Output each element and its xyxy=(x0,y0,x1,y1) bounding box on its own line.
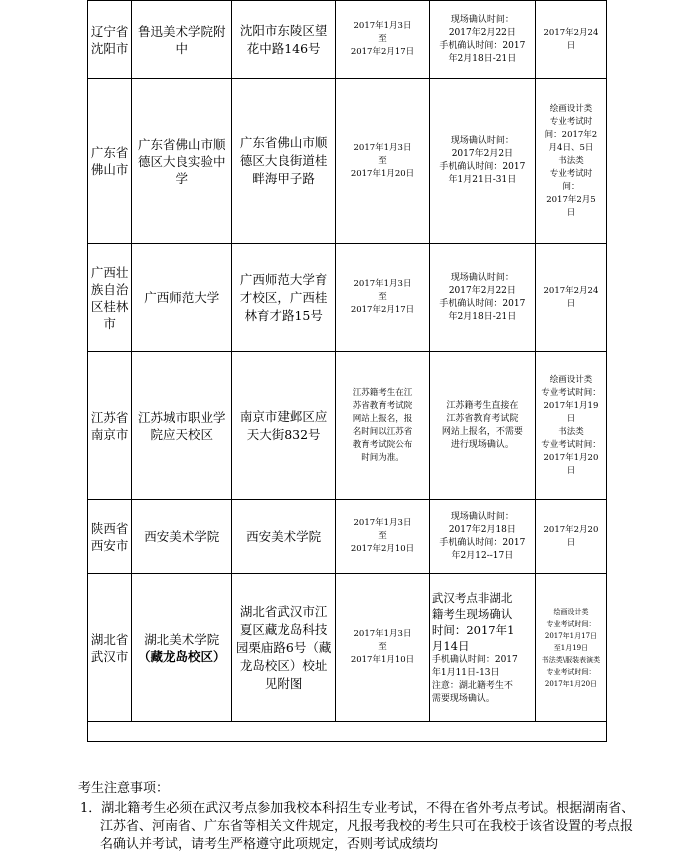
exam-time-line: 日 xyxy=(566,298,576,309)
confirmation-line: 2017年2月2日 xyxy=(451,149,514,159)
address-cell xyxy=(232,574,336,722)
registration-line: 2017年1月10日 xyxy=(350,655,415,665)
registration-line: 2017年1月20日 xyxy=(350,168,415,179)
empty-cell xyxy=(88,722,607,742)
confirmation-line: 需要现场确认。 xyxy=(431,693,495,704)
registration-line: 名时间以江苏省 xyxy=(352,426,413,437)
registration-line: 教育考试院公布 xyxy=(352,439,413,450)
note-item-1: 1．湖北籍考生必须在武汉考点参加我校本科招生专业考试，不得在省外考点考试。根据湖南省、江苏省、河南省、广东省等相关文件规定，凡报考我校的考生只可在我校于该省设置的考点报名确认并考试，请考生严格遵守此项规定，否则考试成绩均 xyxy=(80,801,635,852)
school-cell xyxy=(132,79,232,244)
region-cell xyxy=(88,1,132,79)
confirmation-line: 现场确认时间： xyxy=(450,136,514,146)
region-text: 广西壮族自治区桂林市 xyxy=(90,264,129,331)
confirmation-line: 手机确认时间：2017 xyxy=(439,537,526,548)
exam-time-cell xyxy=(535,574,606,722)
exam-time-line: 日 xyxy=(566,537,576,548)
exam-time-line: 书法类 xyxy=(558,426,584,437)
school-name: 西安美术学院 xyxy=(144,529,220,544)
exam-time-cell xyxy=(535,79,606,244)
registration-line: 至 xyxy=(378,531,387,541)
exam-time-line: 日 xyxy=(566,465,576,476)
registration-line: 网站上报名，报 xyxy=(352,413,413,424)
address-cell xyxy=(232,352,336,500)
confirmation-line: 手机确认时间：2017 xyxy=(439,162,526,172)
exam-time-line: 专业考试时间： xyxy=(546,667,596,676)
exam-time-line: 日 xyxy=(566,207,576,218)
table-row xyxy=(88,574,607,722)
exam-time-cell xyxy=(535,1,606,79)
exam-time-line: 绘画设计类 xyxy=(553,607,589,616)
registration-cell xyxy=(336,500,430,574)
region-text: 陕西省西安市 xyxy=(90,520,129,553)
exam-site-table xyxy=(87,0,607,742)
exam-time-line: 2017年1月20日 xyxy=(544,679,598,688)
exam-time-line: 专业考试时 xyxy=(549,168,593,179)
exam-time-line: 日 xyxy=(566,413,576,424)
address-text: 湖北省武汉市江夏区藏龙岛科技园栗庙路6号（藏龙岛校区）校址见附图 xyxy=(235,603,332,691)
registration-line: 时间为准。 xyxy=(361,452,404,463)
registration-line: 2017年2月17日 xyxy=(350,305,415,315)
confirmation-line: 2017年2月18日 xyxy=(448,524,516,535)
registration-line: 2017年2月17日 xyxy=(350,47,415,57)
address-text: 广东省佛山市顺德区大良街道桂畔海甲子路 xyxy=(239,135,328,186)
registration-line: 江苏籍考生在江 xyxy=(352,387,413,398)
exam-time-line: 2017年1月17日 xyxy=(544,631,598,640)
school-campus-note: （藏龙岛校区） xyxy=(137,648,226,664)
registration-line: 2017年1月3日 xyxy=(353,142,412,153)
confirmation-cell xyxy=(429,1,535,79)
confirmation-cell xyxy=(429,244,535,352)
confirmation-line-large: 籍考生现场确认 xyxy=(431,606,513,621)
confirmation-line: 进行现场确认。 xyxy=(450,439,514,450)
confirmation-line: 年1月21日-31日 xyxy=(448,175,517,185)
table-row xyxy=(88,1,607,79)
school-cell xyxy=(132,500,232,574)
region-cell xyxy=(88,352,132,500)
school-name: 鲁迅美术学院附中 xyxy=(137,23,226,56)
region-text: 辽宁省沈阳市 xyxy=(90,23,129,56)
confirmation-line: 年1月11日-13日 xyxy=(431,667,500,678)
address-cell xyxy=(232,1,336,79)
school-name: 湖北美术学院 xyxy=(144,631,220,647)
registration-line: 2017年1月3日 xyxy=(353,518,412,528)
address-text: 广西师范大学育才校区，广西桂林育才路15号 xyxy=(239,271,328,323)
exam-time-line: 月4日、5日 xyxy=(548,142,594,153)
confirmation-cell xyxy=(429,574,535,722)
exam-time-line: 2017年2月5 xyxy=(546,194,596,205)
confirmation-cell xyxy=(429,352,535,500)
school-name: 江苏城市职业学院应天校区 xyxy=(137,409,226,442)
confirmation-line: 2017年2月22日 xyxy=(448,27,516,38)
exam-time-line: 间： xyxy=(562,181,580,192)
table-row xyxy=(88,500,607,574)
confirmation-line-large: 时间：2017年1 xyxy=(431,622,515,637)
school-cell xyxy=(132,244,232,352)
region-cell xyxy=(88,79,132,244)
region-text: 湖北省武汉市 xyxy=(90,631,129,664)
exam-time-line: 专业考试时间： xyxy=(541,387,601,398)
registration-line: 苏省教育考试院 xyxy=(352,400,413,411)
registration-line: 2017年2月10日 xyxy=(350,544,415,554)
region-cell xyxy=(88,574,132,722)
table-body xyxy=(88,1,607,742)
registration-cell xyxy=(336,1,430,79)
address-text: 南京市建邺区应天大街832号 xyxy=(239,408,328,442)
exam-time-line: 间：2017年2 xyxy=(544,129,598,140)
confirmation-line: 年2月12--17日 xyxy=(451,550,514,561)
school-cell xyxy=(132,1,232,79)
region-cell xyxy=(88,500,132,574)
registration-cell xyxy=(336,244,430,352)
confirmation-line: 现场确认时间： xyxy=(450,511,514,522)
table-row xyxy=(88,79,607,244)
registration-line: 至 xyxy=(378,642,387,652)
address-cell xyxy=(232,244,336,352)
exam-time-cell xyxy=(535,244,606,352)
confirmation-line: 2017年2月22日 xyxy=(448,285,516,296)
exam-time-line: 2017年2月24 xyxy=(543,285,599,296)
exam-time-line: 2017年2月20 xyxy=(543,524,599,535)
exam-time-line: 日 xyxy=(566,40,576,51)
confirmation-line: 年2月18日-21日 xyxy=(448,311,517,322)
table-row xyxy=(88,352,607,500)
registration-line: 至 xyxy=(378,34,387,44)
table-row-empty xyxy=(88,722,607,742)
school-cell xyxy=(132,574,232,722)
registration-line: 至 xyxy=(378,155,387,166)
confirmation-line: 注意：湖北籍考生不 xyxy=(431,680,513,691)
confirmation-line: 现场确认时间： xyxy=(450,14,514,25)
school-name: 广西师范大学 xyxy=(144,290,220,305)
exam-time-line: 2017年2月24 xyxy=(543,27,599,38)
exam-time-line: 绘画设计类 xyxy=(549,374,593,385)
confirmation-line: 网站上报名，不需要 xyxy=(441,426,523,437)
exam-time-line: 专业考试时间： xyxy=(541,439,601,450)
confirmation-cell xyxy=(429,79,535,244)
confirmation-line: 江苏籍考生直接在 xyxy=(446,400,519,411)
notes-heading: 考生注意事项： xyxy=(78,781,170,796)
region-text: 江苏省南京市 xyxy=(90,409,129,442)
notes-section xyxy=(78,780,638,854)
registration-line: 2017年1月3日 xyxy=(353,21,412,31)
confirmation-line-large: 武汉考点非湖北 xyxy=(431,590,513,605)
address-text: 沈阳市东陵区望花中路146号 xyxy=(239,22,328,56)
exam-time-line: 至1月19日 xyxy=(553,643,589,652)
address-text: 西安美术学院 xyxy=(246,528,322,544)
registration-cell xyxy=(336,79,430,244)
school-cell xyxy=(132,352,232,500)
confirmation-line: 手机确认时间：2017 xyxy=(439,40,526,51)
exam-time-cell xyxy=(535,500,606,574)
registration-line: 2017年1月3日 xyxy=(353,629,412,639)
address-cell xyxy=(232,79,336,244)
confirmation-line: 年2月18日-21日 xyxy=(448,53,517,64)
region-text: 广东省佛山市 xyxy=(90,145,129,177)
registration-line: 至 xyxy=(378,292,387,302)
table-row xyxy=(88,244,607,352)
exam-time-line: 专业考试时 xyxy=(549,116,593,127)
exam-time-cell xyxy=(535,352,606,500)
confirmation-cell xyxy=(429,500,535,574)
exam-time-line: 绘画设计类 xyxy=(549,103,593,114)
school-name: 广东省佛山市顺德区大良实验中学 xyxy=(137,136,226,186)
registration-cell xyxy=(336,352,430,500)
address-cell xyxy=(232,500,336,574)
exam-time-line: 2017年1月19 xyxy=(543,400,599,411)
exam-time-line: 书法类\服装表演类 xyxy=(541,655,601,664)
registration-cell xyxy=(336,574,430,722)
exam-time-line: 专业考试时间： xyxy=(546,619,596,628)
exam-time-line: 书法类 xyxy=(558,155,584,166)
region-cell xyxy=(88,244,132,352)
confirmation-line: 手机确认时间：2017 xyxy=(439,298,526,309)
confirmation-line: 现场确认时间： xyxy=(450,272,514,283)
confirmation-line-large: 月14日 xyxy=(431,638,470,653)
confirmation-line: 江苏省教育考试院 xyxy=(446,413,519,424)
confirmation-line: 手机确认时间：2017 xyxy=(431,654,518,665)
exam-time-line: 2017年1月20 xyxy=(543,452,599,463)
registration-line: 2017年1月3日 xyxy=(353,279,412,289)
